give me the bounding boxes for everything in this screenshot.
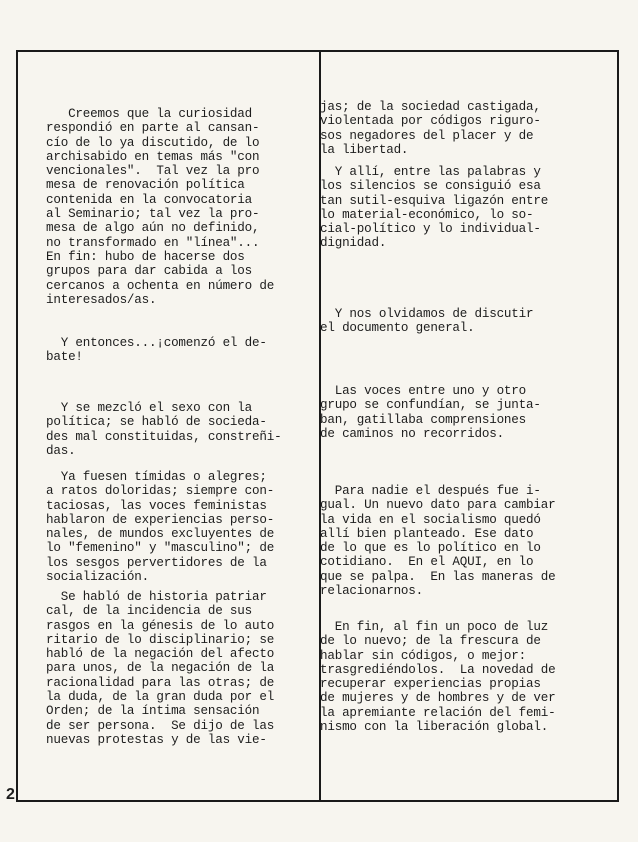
- paragraph-society-punished: jas; de la sociedad castigada, violentada por códigos riguro- sos negadores del placer y de la libertad.: [320, 100, 541, 157]
- right-column: [320, 52, 556, 735]
- page-frame: [16, 50, 619, 802]
- paragraph-feminist-voices: Ya fuesen tímidas o alegres; a ratos doloridas; siempre con- taciosas, las voces feministas hablaron de experiencias perso- nales, de mundos excluyentes de lo "femenino" y "masculino"; de los sesgos pervertidores de la socialización.: [46, 470, 275, 585]
- paragraph-nothing-same: Para nadie el después fue i- gual. Un nuevo dato para cambiar la vida en el socialismo quedó allí bien planteado. Ese dato de lo que es lo político en lo cotidiano. En el AQUI, en lo que se palpa. En las maneras de relacionarnos.: [320, 484, 556, 599]
- paragraph-voices-merged: Las voces entre uno y otro grupo se confundían, se junta- ban, gatillaba comprensiones de caminos no recorridos.: [320, 384, 541, 441]
- paragraph-new-light: En fin, al fin un poco de luz de lo nuevo; de la frescura de hablar sin códigos, o mejor: trasgrediéndolos. La novedad de recuperar experiencias propias de mujeres y de hombres y de ver la apremiante relación del femi- nismo con la liberación global.: [320, 620, 556, 735]
- paragraph-document-forgotten: Y nos olvidamos de discutir el documento general.: [320, 307, 534, 336]
- paragraph-sex-politics: Y se mezcló el sexo con la política; se habló de socieda- des mal constituidas, constreñi- das.: [46, 401, 282, 458]
- paragraph-words-silences: Y allí, entre las palabras y los silencios se consiguió esa tan sutil-esquiva ligazón entre lo material-económico, lo so- cial-político y lo individual- dignidad.: [320, 165, 549, 251]
- paragraph-debate-start: Y entonces...¡comenzó el de- bate!: [46, 336, 267, 365]
- paragraph-patriarchal-history: Se habló de historia patriar cal, de la incidencia de sus rasgos en la génesis de lo auto ritario de lo disciplinario; se habló de la negación del afecto para unos, de la negación de la racionalidad para las otras; de la duda, de la gran duda por el Orden; de la íntima sensación de ser persona. Se dijo de las nuevas protestas y de las vie-: [46, 590, 275, 747]
- left-column: [46, 52, 282, 747]
- page-number: 2: [6, 786, 15, 803]
- paragraph-curiosity: Creemos que la curiosidad respondió en parte al cansan- cío de lo ya discutido, de lo archisabido en temas más "con vencionales". Tal vez la pro mesa de renovación política contenida en la convocatoria al Seminario; tal vez la pro- mesa de algo aún no definido, no transformado en "línea"... En fin: hubo de hacerse dos grupos para dar cabida a los cercanos a ochenta en número de interesados/as.: [46, 107, 275, 307]
